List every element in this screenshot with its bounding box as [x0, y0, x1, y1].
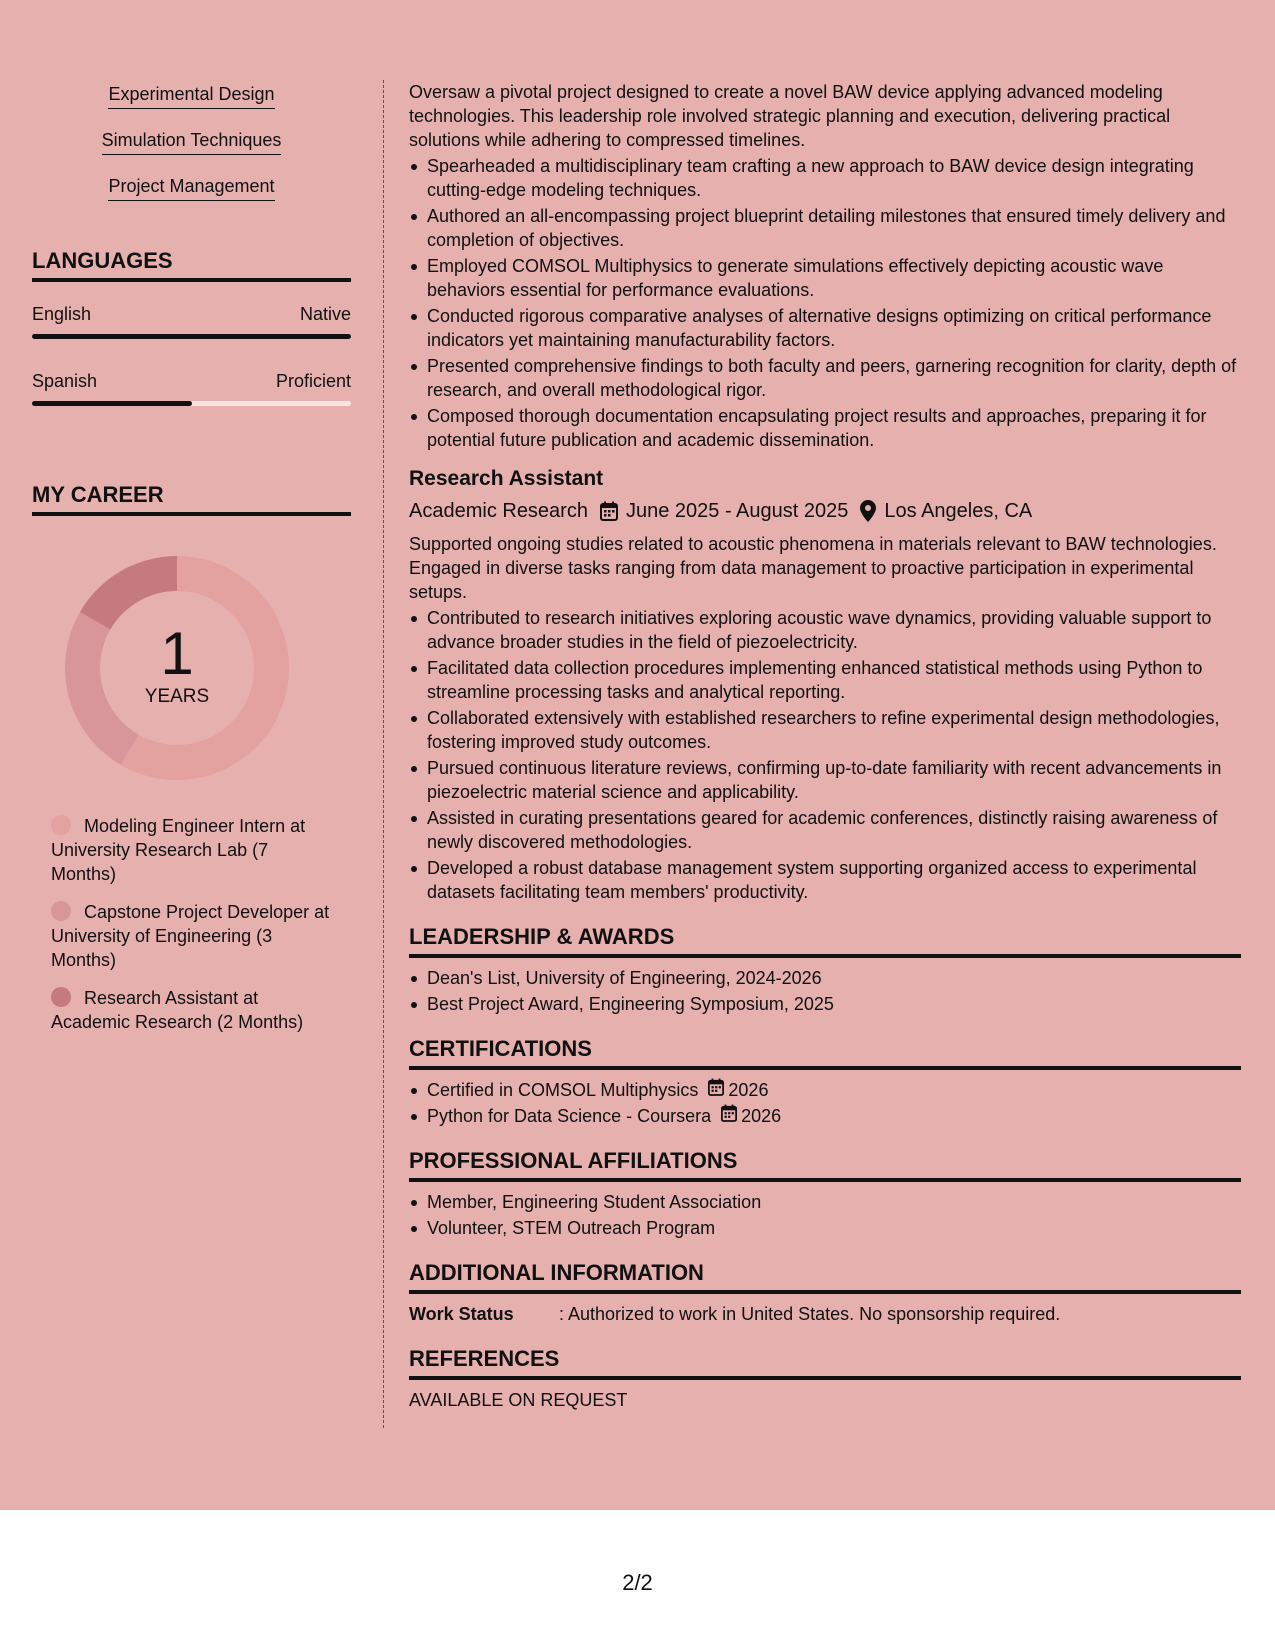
work-status-row: [409, 1302, 1241, 1326]
bullet-item: Developed a robust database management system supporting organized access to experimental datasets facilitating team members' productivity.: [409, 856, 1241, 904]
career-legend-item: [51, 986, 331, 1034]
bullet-item: Member, Engineering Student Association: [409, 1190, 1241, 1214]
certification-name: Certified in COMSOL Multiphysics: [427, 1080, 699, 1100]
job-organization: Academic Research: [409, 500, 588, 522]
certification-item: [409, 1104, 1241, 1128]
affiliations-heading: PROFESSIONAL AFFILIATIONS: [409, 1148, 1241, 1182]
location-pin-icon: [860, 500, 876, 522]
language-level: Native: [299, 304, 351, 324]
certification-year: 2026: [741, 1106, 782, 1126]
language-proficiency-bar: [32, 401, 351, 406]
career-legend-label: Research Assistant at Academic Research (2 Months): [51, 988, 304, 1032]
bullet-item: Volunteer, STEM Outreach Program: [409, 1216, 1241, 1240]
language-name: Spanish: [32, 371, 98, 391]
bullet-item: Spearheaded a multidisciplinary team crafting a new approach to BAW device design integrating cutting-edge modeling techniques.: [409, 154, 1241, 202]
bullet-item: Composed thorough documentation encapsulating project results and approaches, preparing it for potential future publication and academic dissemination.: [409, 404, 1241, 452]
job-title: Research Assistant: [409, 467, 604, 490]
experience-bullets: [409, 154, 1241, 452]
job-meta: [409, 498, 1241, 524]
bullet-item: Dean's List, University of Engineering, 2024-2026: [409, 966, 1241, 990]
certifications-heading: CERTIFICATIONS: [409, 1036, 1241, 1070]
language-proficiency-bar: [32, 334, 351, 339]
career-legend-item: [51, 814, 331, 886]
languages-heading: LANGUAGES: [32, 248, 351, 282]
language-proficiency-fill: [32, 401, 192, 406]
additional-info-heading: ADDITIONAL INFORMATION: [409, 1260, 1241, 1294]
language-item: [32, 302, 351, 339]
career-legend: [51, 814, 331, 1034]
job-bullets: [409, 606, 1241, 904]
bullet-item: Authored an all-encompassing project blueprint detailing milestones that ensured timely delivery and completion of objectives.: [409, 204, 1241, 252]
leadership-heading: LEADERSHIP & AWARDS: [409, 924, 1241, 958]
page-number: 2/2: [622, 1570, 653, 1595]
work-status-label: Work Status: [409, 1304, 514, 1324]
job-dates: June 2025 - August 2025: [625, 500, 849, 522]
legend-dot: [51, 987, 71, 1007]
legend-dot: [51, 901, 71, 921]
certification-item: [409, 1078, 1241, 1102]
career-total-unit: YEARS: [144, 686, 210, 707]
language-level: Proficient: [275, 371, 351, 391]
experience-intro: Oversaw a pivotal project designed to create a novel BAW device applying advanced modeling technologies. This leadership role involved strategic planning and execution, delivering practical solutions while adhering to compressed timelines.: [409, 82, 1171, 150]
left-column: [32, 82, 351, 1048]
bullet-item: Presented comprehensive findings to both faculty and peers, garnering recognition for clarity, depth of research, and overall methodological rigor.: [409, 354, 1241, 402]
job-summary: Supported ongoing studies related to acoustic phenomena in materials relevant to BAW technologies. Engaged in diverse tasks ranging from data management to proactive participation in experimental setups.: [409, 534, 1217, 602]
job-location: Los Angeles, CA: [884, 500, 1033, 522]
affiliations-list: [409, 1190, 1241, 1240]
calendar-icon: [721, 1104, 741, 1128]
certifications-list: [409, 1078, 1241, 1128]
calendar-icon: [708, 1078, 728, 1102]
references-text: AVAILABLE ON REQUEST: [409, 1390, 628, 1410]
skill-item: Simulation Techniques: [102, 128, 282, 155]
bullet-item: Best Project Award, Engineering Symposium, 2025: [409, 992, 1241, 1016]
language-item: [32, 369, 351, 406]
career-legend-label: Modeling Engineer Intern at University Research Lab (7 Months): [51, 816, 306, 884]
career-legend-label: Capstone Project Developer at University of Engineering (3 Months): [51, 902, 330, 970]
career-donut-chart: [32, 556, 351, 786]
career-heading: MY CAREER: [32, 482, 351, 516]
bullet-item: Contributed to research initiatives exploring acoustic wave dynamics, providing valuable support to advance broader studies in the field of piezoelectricity.: [409, 606, 1241, 654]
work-status-value: : Authorized to work in United States. No sponsorship required.: [559, 1304, 1061, 1324]
certification-name: Python for Data Science - Coursera: [427, 1106, 712, 1126]
bullet-item: Conducted rigorous comparative analyses of alternative designs optimizing on critical performance indicators yet maintaining manufacturability factors.: [409, 304, 1241, 352]
skills-list: [32, 82, 351, 220]
bullet-item: Facilitated data collection procedures implementing enhanced statistical methods using Python to streamline processing tasks and analytical reporting.: [409, 656, 1241, 704]
career-legend-item: [51, 900, 331, 972]
language-name: English: [32, 304, 92, 324]
certification-year: 2026: [728, 1080, 769, 1100]
skill-item: Experimental Design: [108, 82, 274, 109]
right-column: [409, 80, 1241, 1412]
legend-dot: [51, 815, 71, 835]
donut-slice: [80, 556, 177, 630]
column-divider: [383, 80, 384, 1428]
references-heading: REFERENCES: [409, 1346, 1241, 1380]
language-proficiency-fill: [32, 334, 351, 339]
career-total-number: 1: [160, 620, 194, 687]
bullet-item: Employed COMSOL Multiphysics to generate simulations effectively depicting acoustic wave behaviors essential for performance evaluations.: [409, 254, 1241, 302]
leadership-list: [409, 966, 1241, 1016]
bullet-item: Collaborated extensively with established researchers to refine experimental design methodologies, fostering improved study outcomes.: [409, 706, 1241, 754]
bullet-item: Pursued continuous literature reviews, confirming up-to-date familiarity with recent advancements in piezoelectric material science and applicability.: [409, 756, 1241, 804]
bullet-item: Assisted in curating presentations geared for academic conferences, distinctly raising awareness of newly discovered methodologies.: [409, 806, 1241, 854]
calendar-icon: [600, 501, 618, 521]
skill-item: Project Management: [108, 174, 274, 201]
